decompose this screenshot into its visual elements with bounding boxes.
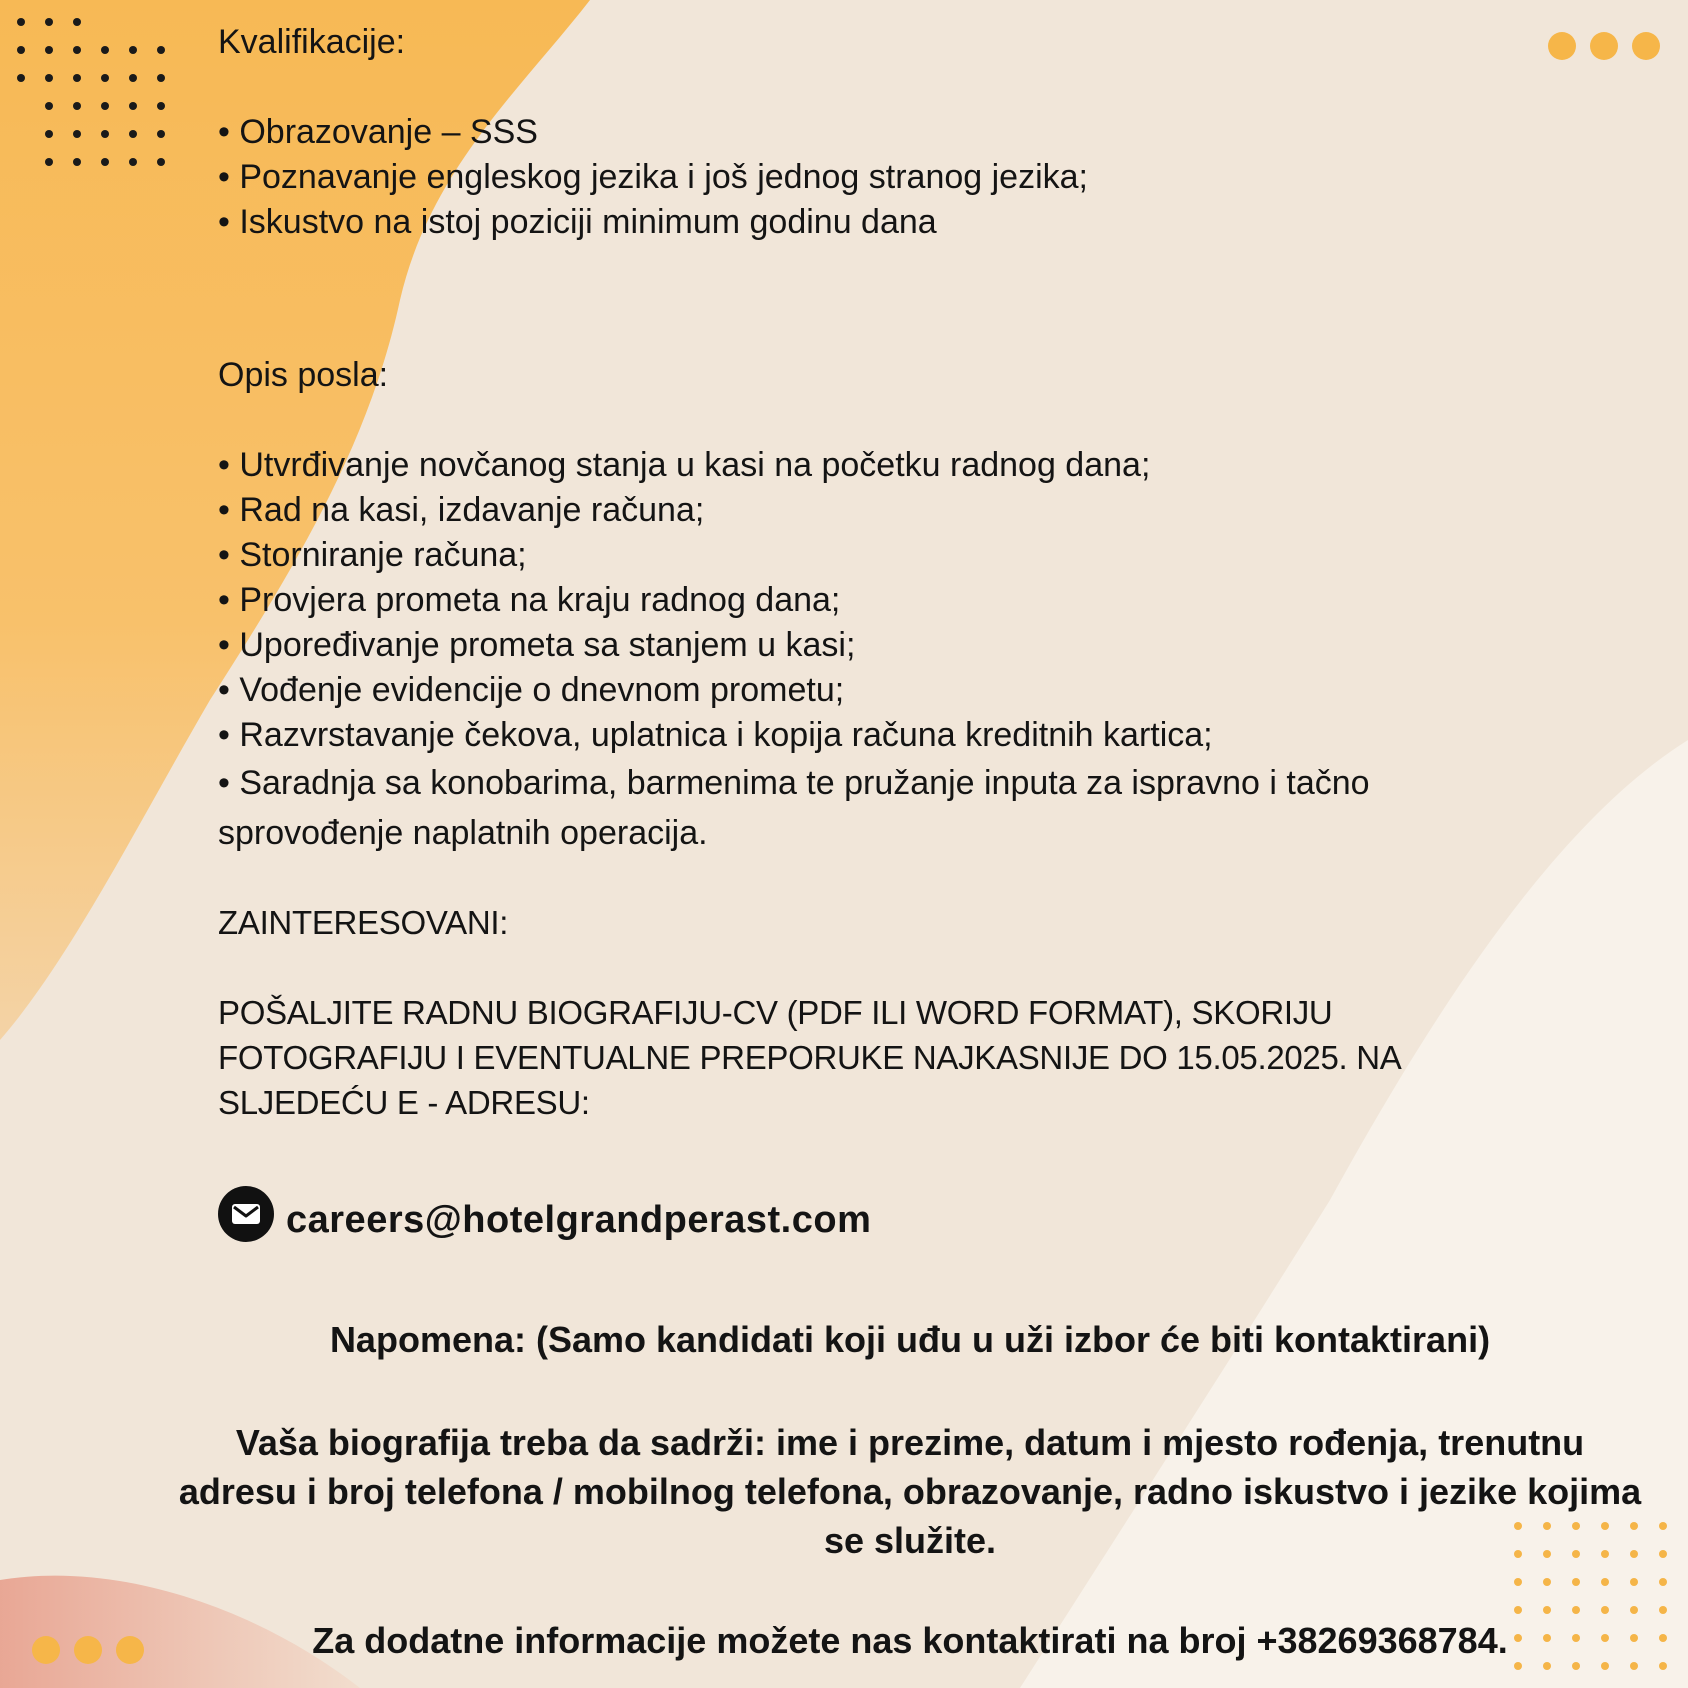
biography-requirements: [130, 1418, 1688, 1565]
job-description-item: • Storniranje računa;: [218, 536, 527, 574]
job-description-item: • Utvrđivanje novčanog stanja u kasi na početku radnog dana;: [218, 446, 1151, 484]
contact-info: Za dodatne informacije možete nas kontaktirati na broj +38269368784.: [312, 1620, 1508, 1661]
orange-circles-bottom-left: [32, 1636, 144, 1664]
job-description-item: • Rad na kasi, izdavanje računa;: [218, 491, 705, 529]
biography-line: Vaša biografija treba da sadrži: ime i prezime, datum i mjesto rođenja, trenutnu: [235, 1422, 1585, 1463]
email-address[interactable]: careers@hotelgrandperast.com: [286, 1199, 872, 1241]
instructions-line: FOTOGRAFIJU I EVENTUALNE PREPORUKE NAJKASNIJE DO 15.05.2025. NA: [218, 1039, 1402, 1076]
job-description-item: • Upoređivanje prometa sa stanjem u kasi;: [218, 626, 856, 664]
qualification-item: • Iskustvo na istoj poziciji minimum godinu dana: [218, 203, 937, 241]
interested-title: ZAINTERESOVANI:: [218, 904, 509, 941]
job-description-title: Opis posla:: [218, 356, 389, 394]
biography-line: adresu i broj telefona / mobilnog telefona, obrazovanje, radno iskustvo i jezike kojima: [178, 1471, 1642, 1512]
job-description-item: • Provjera prometa na kraju radnog dana;: [218, 581, 841, 619]
qualification-item: • Obrazovanje – SSS: [218, 113, 538, 151]
job-description-item: • Vođenje evidencije o dnevnom prometu;: [218, 671, 845, 709]
biography-line: se služite.: [823, 1520, 997, 1561]
qualifications-title: Kvalifikacije:: [218, 23, 406, 61]
job-description-item: • Saradnja sa konobarima, barmenima te pružanje inputa za ispravno i tačno: [218, 764, 1370, 802]
job-description-item-continued: sprovođenje naplatnih operacija.: [218, 814, 708, 852]
instructions-line: SLJEDEĆU E - ADRESU:: [218, 1084, 590, 1121]
envelope-icon: [218, 1186, 274, 1242]
dot-grid-top-left: [17, 18, 185, 166]
job-posting-content: [218, 20, 1638, 1125]
email-contact: [218, 1199, 871, 1242]
note: Napomena: (Samo kandidati koji uđu u uži izbor će biti kontaktirani): [329, 1319, 1491, 1360]
instructions-line: POŠALJITE RADNU BIOGRAFIJU-CV (PDF ILI WORD FORMAT), SKORIJU: [218, 994, 1333, 1031]
job-description-item: • Razvrstavanje čekova, uplatnica i kopija računa kreditnih kartica;: [218, 716, 1213, 754]
qualification-item: • Poznavanje engleskog jezika i još jednog stranog jezika;: [218, 158, 1088, 196]
